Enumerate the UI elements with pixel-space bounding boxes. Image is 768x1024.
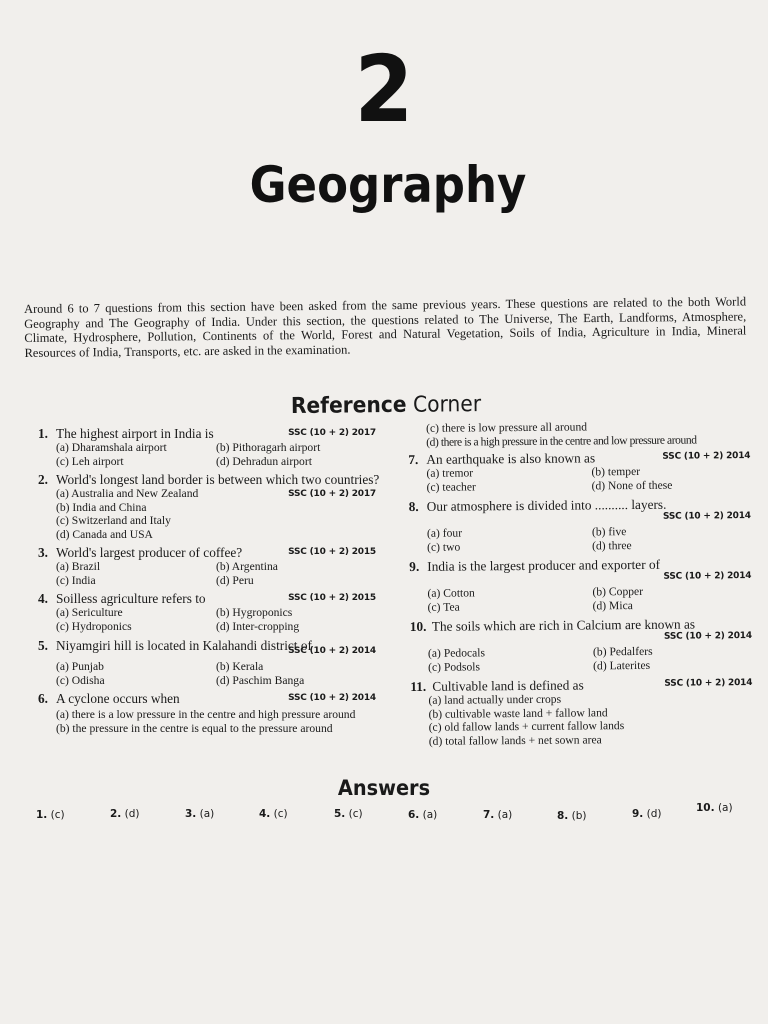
answer-value: (b) — [571, 810, 587, 822]
option: (d) total fallow lands + net sown area — [428, 732, 602, 748]
option: (b) Hygroponics — [216, 606, 293, 619]
question-text: Our atmosphere is divided into .......... layers. — [426, 496, 667, 514]
exam-source: SSC (10 + 2) 2017 — [288, 428, 376, 438]
reference-heading-light: Corner — [406, 392, 482, 418]
option: (b) India and China — [56, 500, 147, 514]
question-text: Soilless agriculture refers to — [56, 591, 206, 606]
option: (b) the pressure in the centre is equal to the pressure around — [56, 721, 333, 735]
option: (c) old fallow lands + current fallow lands — [428, 719, 625, 734]
answer-item — [632, 808, 662, 820]
option: (c) Leh airport — [56, 454, 124, 468]
exam-source: SSC (10 + 2) 2017 — [288, 489, 376, 499]
question-4 — [38, 591, 384, 633]
option: (b) temper — [591, 464, 641, 479]
option: (d) Mica — [592, 598, 633, 612]
intro-paragraph: Around 6 to 7 questions from this section have been asked from the same previous years. These questions are related to the both World Geography and The Geography of India. Under this section, the questions related to The Universe, The Earth, Landforms, Atmosphere, Climate, Hydrosphere, Pollution, Continents of the World, Forest and Natural Vegetation, Soils of India, Agriculture in India, Mineral Resources of India, Transports, etc. are asked in the examination. — [24, 294, 747, 360]
option: (b) Kerala — [216, 660, 264, 673]
questions-left-column — [38, 426, 384, 735]
question-5 — [38, 638, 384, 687]
option: (c) Tea — [427, 600, 460, 614]
option: (b) Pedalfers — [592, 644, 653, 659]
answer-number: 10. — [696, 802, 715, 814]
answer-item — [557, 810, 587, 822]
option: (a) Australia and New Zealand — [56, 487, 199, 500]
option: (a) four — [426, 526, 463, 540]
answer-value: (c) — [348, 808, 363, 820]
question-number: 4. — [38, 591, 48, 606]
option: (d) Laterites — [593, 658, 651, 672]
answer-value: (d) — [646, 808, 662, 820]
answer-value: (c) — [273, 808, 288, 820]
option: (d) Dehradun airport — [216, 454, 312, 468]
question-6-continued — [408, 419, 750, 449]
option: (a) there is a low pressure in the centre and high pressure around — [56, 708, 356, 721]
option: (d) Canada and USA — [56, 527, 153, 541]
option: (a) Dharamshala airport — [56, 441, 167, 454]
option: (c) Hydroponics — [56, 619, 132, 633]
answer-item — [259, 808, 288, 820]
option: (c) there is low pressure all around — [425, 420, 588, 435]
answer-item — [334, 808, 363, 820]
option: (a) Cotton — [427, 586, 475, 600]
answer-value: (a) — [717, 802, 733, 814]
option: (d) Peru — [216, 573, 254, 587]
option: (a) Sericulture — [56, 606, 123, 619]
exam-source: SSC (10 + 2) 2014 — [663, 571, 752, 582]
option: (c) two — [427, 540, 461, 554]
answer-number: 3. — [185, 808, 197, 820]
question-7 — [408, 449, 750, 494]
answer-item — [483, 809, 512, 821]
question-2 — [38, 472, 384, 541]
answer-number: 7. — [483, 809, 495, 821]
exam-source: SSC (10 + 2) 2014 — [662, 451, 751, 462]
option: (b) cultivable waste land + fallow land — [428, 705, 608, 721]
answer-item — [185, 808, 214, 820]
option: (d) Inter-cropping — [216, 619, 300, 633]
question-8 — [409, 496, 751, 554]
question-text: India is the largest producer and exporter of — [427, 556, 661, 574]
question-text: World's largest producer of coffee? — [56, 545, 243, 560]
chapter-number: 2 — [354, 36, 414, 143]
answers-heading: Answers — [337, 776, 431, 800]
option: (b) Argentina — [216, 560, 278, 573]
reference-corner-heading — [31, 388, 741, 423]
question-number: 7. — [408, 451, 419, 467]
option: (a) Brazil — [56, 560, 101, 573]
answer-key — [36, 802, 736, 826]
exam-source: SSC (10 + 2) 2014 — [664, 678, 753, 689]
answer-item — [408, 809, 437, 821]
answer-number: 5. — [334, 808, 346, 820]
question-1 — [38, 426, 384, 468]
questions-right-column — [408, 419, 753, 748]
question-number: 2. — [38, 472, 48, 487]
chapter-title: Geography — [249, 156, 527, 214]
question-text: A cyclone occurs when — [56, 691, 180, 706]
answer-value: (a) — [199, 808, 215, 820]
question-number: 9. — [409, 558, 420, 574]
question-9 — [409, 556, 751, 614]
option: (a) Punjab — [56, 660, 104, 673]
answer-value: (a) — [422, 809, 438, 821]
option: (d) None of these — [591, 478, 673, 492]
question-text: World's longest land border is between which two countries? — [56, 472, 380, 487]
option: (c) Switzerland and Italy — [56, 514, 171, 527]
question-number: 1. — [38, 426, 48, 441]
question-11 — [410, 676, 753, 748]
answer-number: 2. — [110, 808, 122, 820]
answer-number: 1. — [36, 809, 48, 821]
question-10 — [410, 616, 752, 674]
option: (d) there is a high pressure in the centre and low pressure around — [426, 432, 697, 449]
option: (b) Pithoragarh airport — [216, 441, 321, 454]
question-number: 6. — [38, 691, 48, 706]
reference-heading-bold: Reference — [290, 392, 407, 419]
answer-number: 6. — [408, 809, 420, 821]
question-number: 5. — [38, 638, 48, 653]
option: (b) five — [591, 525, 627, 539]
option: (c) teacher — [426, 479, 476, 494]
question-number: 10. — [409, 618, 427, 634]
option: (c) Odisha — [56, 673, 105, 687]
question-number: 3. — [38, 545, 48, 560]
answer-number: 9. — [632, 808, 644, 820]
question-text: Cultivable land is defined as — [432, 677, 584, 694]
answer-value: (a) — [497, 809, 513, 821]
answer-value: (c) — [50, 809, 65, 821]
option: (a) Pedocals — [427, 646, 486, 660]
option: (d) three — [592, 538, 632, 552]
option: (c) Podsols — [428, 659, 481, 674]
question-number: 8. — [408, 498, 419, 514]
answer-number: 8. — [557, 810, 569, 822]
exam-source: SSC (10 + 2) 2015 — [288, 547, 376, 557]
exam-source: SSC (10 + 2) 2015 — [288, 593, 376, 603]
question-text: An earthquake is also known as — [426, 450, 596, 467]
option: (d) Paschim Banga — [216, 673, 305, 687]
question-6 — [38, 691, 384, 735]
answer-item — [696, 802, 733, 814]
option: (a) land actually under crops — [428, 692, 562, 707]
exam-source: SSC (10 + 2) 2014 — [288, 646, 376, 656]
answer-number: 4. — [259, 808, 271, 820]
question-number: 11. — [410, 678, 427, 694]
option: (c) India — [56, 573, 96, 587]
question-text: The soils which are rich in Calcium are known as — [431, 616, 696, 634]
question-text: Niyamgiri hill is located in Kalahandi district of — [56, 638, 312, 653]
option: (a) tremor — [426, 466, 474, 480]
answer-item — [36, 809, 65, 821]
option: (b) Copper — [592, 584, 644, 599]
answer-value: (d) — [124, 808, 140, 820]
exam-source: SSC (10 + 2) 2014 — [663, 631, 752, 642]
answer-item — [110, 808, 140, 820]
question-text: The highest airport in India is — [56, 426, 214, 441]
exam-source: SSC (10 + 2) 2014 — [288, 693, 376, 703]
exam-source: SSC (10 + 2) 2014 — [662, 511, 751, 522]
question-3 — [38, 545, 384, 587]
